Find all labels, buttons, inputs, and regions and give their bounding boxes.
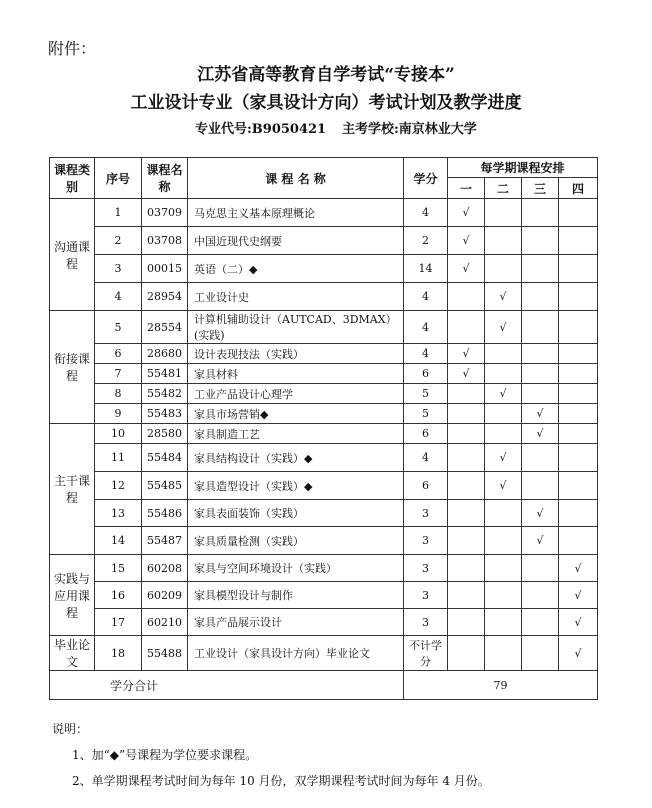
cell-seq: 16 bbox=[95, 582, 142, 609]
cell-credit: 6 bbox=[404, 364, 448, 384]
table-row bbox=[50, 472, 598, 500]
cell-seq: 13 bbox=[95, 500, 142, 527]
check-mark: √ bbox=[499, 451, 507, 464]
cell-sem3 bbox=[522, 609, 559, 636]
cell-credit: 不计学分 bbox=[404, 636, 448, 671]
header-schedule: 每学期课程安排 bbox=[448, 158, 598, 178]
cell-sem2 bbox=[485, 255, 522, 283]
cell-sem2 bbox=[485, 527, 522, 555]
check-mark: √ bbox=[574, 561, 582, 575]
cell-seq: 8 bbox=[95, 384, 142, 404]
cell-sem1 bbox=[448, 555, 485, 582]
cell-seq: 11 bbox=[95, 444, 142, 472]
cell-sem4 bbox=[559, 636, 598, 671]
major-code: 专业代号:B9050421 bbox=[195, 122, 327, 137]
cell-sem2 bbox=[485, 227, 522, 255]
cell-sem4 bbox=[559, 255, 598, 283]
cell-sem1 bbox=[448, 527, 485, 555]
cell-sem2 bbox=[485, 199, 522, 227]
cell-sem1 bbox=[448, 636, 485, 671]
cell-name: 中国近现代史纲要 bbox=[188, 227, 404, 255]
cell-sem1 bbox=[448, 364, 485, 384]
check-mark: √ bbox=[536, 506, 544, 520]
cell-sem1 bbox=[448, 199, 485, 227]
cell-name: 家具表面装饰（实践） bbox=[188, 500, 404, 527]
cell-sem2 bbox=[485, 636, 522, 671]
cell-sem4 bbox=[559, 527, 598, 555]
header-category: 课程类别 bbox=[50, 158, 95, 199]
cell-sem1 bbox=[448, 500, 485, 527]
total-row bbox=[50, 671, 598, 700]
cell-sem1 bbox=[448, 283, 485, 311]
cell-sem4 bbox=[559, 283, 598, 311]
cell-seq: 4 bbox=[95, 283, 142, 311]
cell-code: 55486 bbox=[142, 500, 188, 527]
check-mark: √ bbox=[462, 367, 470, 380]
table-row bbox=[50, 199, 598, 227]
cell-credit: 2 bbox=[404, 227, 448, 255]
cell-code: 00015 bbox=[142, 255, 188, 283]
check-mark: √ bbox=[574, 588, 582, 602]
note-item: 1、加“◆”号课程为学位要求课程。 bbox=[72, 748, 258, 762]
table-row bbox=[50, 255, 598, 283]
cell-credit: 3 bbox=[404, 527, 448, 555]
table-row bbox=[50, 404, 598, 424]
table-row bbox=[50, 444, 598, 472]
check-mark: √ bbox=[536, 427, 544, 440]
cell-sem1 bbox=[448, 472, 485, 500]
cell-sem4 bbox=[559, 227, 598, 255]
table-row bbox=[50, 283, 598, 311]
cell-seq: 1 bbox=[95, 199, 142, 227]
cell-code: 03709 bbox=[142, 199, 188, 227]
cell-sem4 bbox=[559, 444, 598, 472]
cell-code: 60210 bbox=[142, 609, 188, 636]
cell-credit: 5 bbox=[404, 384, 448, 404]
cell-name: 家具模型设计与制作 bbox=[188, 582, 404, 609]
cell-name: 工业设计史 bbox=[188, 283, 404, 311]
cell-code: 55488 bbox=[142, 636, 188, 671]
table-row bbox=[50, 424, 598, 444]
cell-credit: 4 bbox=[404, 444, 448, 472]
notes-heading: 说明： bbox=[52, 722, 89, 736]
cell-sem1 bbox=[448, 582, 485, 609]
check-mark: √ bbox=[462, 262, 470, 275]
cell-credit: 3 bbox=[404, 500, 448, 527]
cell-sem1 bbox=[448, 444, 485, 472]
cell-sem2 bbox=[485, 500, 522, 527]
header-credit: 学分 bbox=[404, 158, 448, 199]
header-name: 课 程 名 称 bbox=[188, 158, 404, 199]
cell-sem4 bbox=[559, 364, 598, 384]
cell-sem4 bbox=[559, 404, 598, 424]
cell-code: 28554 bbox=[142, 311, 188, 344]
cell-name: 计算机辅助设计（AUTCAD、3DMAX）(实践) bbox=[188, 311, 404, 344]
cell-code: 28580 bbox=[142, 424, 188, 444]
cell-name: 家具材料 bbox=[188, 364, 404, 384]
header-sem4: 四 bbox=[559, 178, 598, 199]
cell-sem3 bbox=[522, 500, 559, 527]
host-school: 主考学校:南京林业大学 bbox=[342, 122, 477, 137]
cell-sem2 bbox=[485, 404, 522, 424]
cell-sem4 bbox=[559, 424, 598, 444]
cell-sem3 bbox=[522, 283, 559, 311]
cell-sem4 bbox=[559, 199, 598, 227]
cell-credit: 6 bbox=[404, 424, 448, 444]
cell-sem4 bbox=[559, 344, 598, 364]
cell-sem1 bbox=[448, 384, 485, 404]
check-mark: √ bbox=[499, 290, 507, 303]
cell-credit: 3 bbox=[404, 555, 448, 582]
note-item: 2、单学期课程考试时间为每年 10 月份，双学期课程考试时间为每年 4 月份。 bbox=[72, 774, 490, 788]
cell-sem1 bbox=[448, 227, 485, 255]
cell-sem3 bbox=[522, 199, 559, 227]
cell-sem2 bbox=[485, 364, 522, 384]
cell-sem2 bbox=[485, 384, 522, 404]
cell-name: 家具结构设计（实践）◆ bbox=[188, 444, 404, 472]
cell-sem2 bbox=[485, 444, 522, 472]
check-mark: √ bbox=[462, 206, 470, 219]
cell-code: 55483 bbox=[142, 404, 188, 424]
check-mark: √ bbox=[536, 534, 544, 547]
total-value: 79 bbox=[404, 671, 598, 700]
check-mark: √ bbox=[574, 615, 582, 629]
cell-sem3 bbox=[522, 555, 559, 582]
cell-sem4 bbox=[559, 384, 598, 404]
cell-sem4 bbox=[559, 500, 598, 527]
table-row bbox=[50, 344, 598, 364]
document-title-line1: 江苏省高等教育自学考试“专接本” bbox=[197, 65, 455, 85]
table-row bbox=[50, 364, 598, 384]
cell-sem3 bbox=[522, 344, 559, 364]
cell-seq: 7 bbox=[95, 364, 142, 384]
header-code: 课程名称 bbox=[142, 158, 188, 199]
cell-sem3 bbox=[522, 404, 559, 424]
cell-name: 工业设计（家具设计方向）毕业论文 bbox=[188, 636, 404, 671]
cell-code: 55481 bbox=[142, 364, 188, 384]
cell-sem4 bbox=[559, 472, 598, 500]
check-mark: √ bbox=[499, 387, 507, 400]
cell-credit: 3 bbox=[404, 609, 448, 636]
header-seq: 序号 bbox=[95, 158, 142, 199]
course-category: 实践与应用课程 bbox=[50, 555, 95, 636]
cell-sem2 bbox=[485, 344, 522, 364]
check-mark: √ bbox=[499, 320, 507, 334]
cell-seq: 17 bbox=[95, 609, 142, 636]
cell-sem2 bbox=[485, 582, 522, 609]
cell-seq: 9 bbox=[95, 404, 142, 424]
course-category: 沟通课程 bbox=[50, 199, 95, 311]
table-row bbox=[50, 227, 598, 255]
attachment-label: 附件： bbox=[48, 39, 97, 58]
cell-code: 55487 bbox=[142, 527, 188, 555]
cell-sem3 bbox=[522, 527, 559, 555]
cell-code: 28954 bbox=[142, 283, 188, 311]
cell-sem1 bbox=[448, 609, 485, 636]
course-category: 毕业论文 bbox=[50, 636, 95, 671]
cell-credit: 6 bbox=[404, 472, 448, 500]
cell-name: 家具市场营销◆ bbox=[188, 404, 404, 424]
table-row bbox=[50, 582, 598, 609]
cell-sem1 bbox=[448, 424, 485, 444]
cell-credit: 4 bbox=[404, 311, 448, 344]
cell-code: 03708 bbox=[142, 227, 188, 255]
cell-credit: 3 bbox=[404, 582, 448, 609]
cell-sem1 bbox=[448, 344, 485, 364]
document-title-line2: 工业设计专业（家具设计方向）考试计划及教学进度 bbox=[130, 93, 522, 113]
cell-code: 60208 bbox=[142, 555, 188, 582]
cell-name: 家具与空间环境设计（实践） bbox=[188, 555, 404, 582]
cell-name: 家具制造工艺 bbox=[188, 424, 404, 444]
cell-name: 马克思主义基本原理概论 bbox=[188, 199, 404, 227]
table-row bbox=[50, 527, 598, 555]
cell-seq: 18 bbox=[95, 636, 142, 671]
cell-code: 60209 bbox=[142, 582, 188, 609]
cell-name: 英语（二）◆ bbox=[188, 255, 404, 283]
cell-code: 28680 bbox=[142, 344, 188, 364]
course-category: 主干课程 bbox=[50, 424, 95, 555]
cell-sem2 bbox=[485, 424, 522, 444]
notes-section bbox=[52, 716, 490, 794]
header-sem1: 一 bbox=[448, 178, 485, 199]
cell-sem3 bbox=[522, 444, 559, 472]
cell-code: 55484 bbox=[142, 444, 188, 472]
cell-sem4 bbox=[559, 311, 598, 344]
header-sem2: 二 bbox=[485, 178, 522, 199]
cell-sem3 bbox=[522, 255, 559, 283]
cell-seq: 2 bbox=[95, 227, 142, 255]
cell-credit: 4 bbox=[404, 199, 448, 227]
cell-sem4 bbox=[559, 555, 598, 582]
table-row bbox=[50, 384, 598, 404]
cell-sem3 bbox=[522, 472, 559, 500]
cell-sem1 bbox=[448, 255, 485, 283]
cell-sem3 bbox=[522, 364, 559, 384]
check-mark: √ bbox=[462, 347, 470, 360]
table-row bbox=[50, 500, 598, 527]
cell-sem2 bbox=[485, 283, 522, 311]
cell-sem1 bbox=[448, 404, 485, 424]
cell-seq: 3 bbox=[95, 255, 142, 283]
cell-sem2 bbox=[485, 472, 522, 500]
cell-credit: 4 bbox=[404, 344, 448, 364]
table-row bbox=[50, 311, 598, 344]
course-category: 衔接课程 bbox=[50, 311, 95, 424]
cell-sem3 bbox=[522, 424, 559, 444]
table-row bbox=[50, 609, 598, 636]
cell-sem2 bbox=[485, 555, 522, 582]
cell-sem4 bbox=[559, 582, 598, 609]
total-label: 学分合计 bbox=[50, 671, 404, 700]
cell-sem2 bbox=[485, 311, 522, 344]
cell-seq: 15 bbox=[95, 555, 142, 582]
check-mark: √ bbox=[499, 479, 507, 492]
cell-name: 家具产品展示设计 bbox=[188, 609, 404, 636]
cell-sem2 bbox=[485, 609, 522, 636]
cell-sem3 bbox=[522, 227, 559, 255]
header-sem3: 三 bbox=[522, 178, 559, 199]
table-row bbox=[50, 636, 598, 671]
table-row bbox=[50, 555, 598, 582]
cell-credit: 14 bbox=[404, 255, 448, 283]
cell-seq: 14 bbox=[95, 527, 142, 555]
cell-seq: 10 bbox=[95, 424, 142, 444]
cell-sem3 bbox=[522, 311, 559, 344]
cell-sem3 bbox=[522, 384, 559, 404]
check-mark: √ bbox=[536, 407, 544, 420]
cell-name: 设计表现技法（实践） bbox=[188, 344, 404, 364]
cell-credit: 5 bbox=[404, 404, 448, 424]
cell-code: 55482 bbox=[142, 384, 188, 404]
cell-sem3 bbox=[522, 582, 559, 609]
exam-plan-table bbox=[49, 157, 598, 700]
check-mark: √ bbox=[574, 646, 582, 660]
cell-name: 家具质量检测（实践） bbox=[188, 527, 404, 555]
cell-sem1 bbox=[448, 311, 485, 344]
cell-seq: 12 bbox=[95, 472, 142, 500]
cell-seq: 5 bbox=[95, 311, 142, 344]
cell-name: 家具造型设计（实践）◆ bbox=[188, 472, 404, 500]
cell-sem3 bbox=[522, 636, 559, 671]
cell-name: 工业产品设计心理学 bbox=[188, 384, 404, 404]
cell-sem4 bbox=[559, 609, 598, 636]
cell-credit: 4 bbox=[404, 283, 448, 311]
cell-seq: 6 bbox=[95, 344, 142, 364]
cell-code: 55485 bbox=[142, 472, 188, 500]
check-mark: √ bbox=[462, 234, 470, 247]
